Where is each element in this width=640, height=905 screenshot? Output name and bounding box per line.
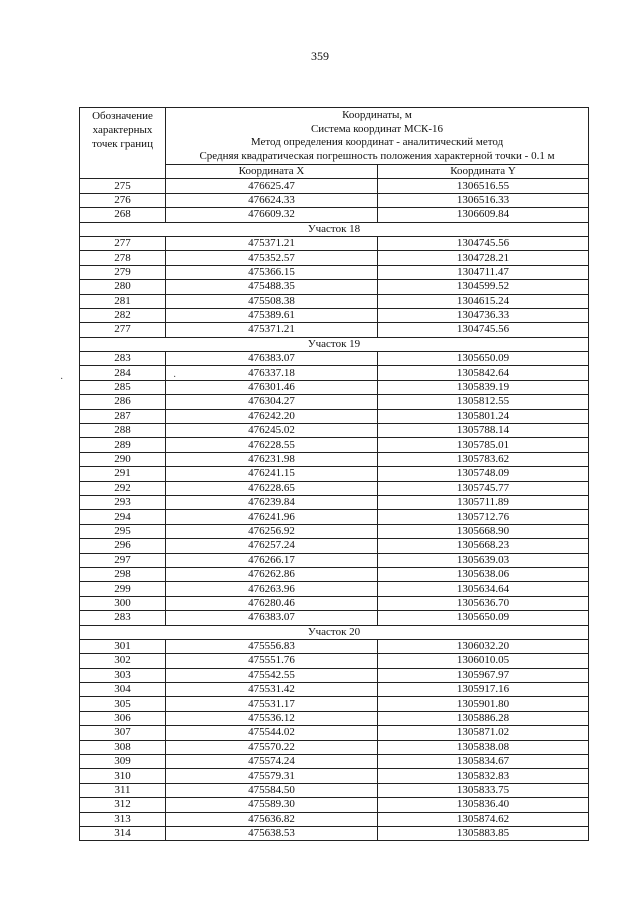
coord-y-cell: 1305745.77 xyxy=(378,481,589,495)
coord-x-cell: 475366.15 xyxy=(166,265,378,279)
coord-x-cell: 475352.57 xyxy=(166,251,378,265)
stray-mark: · xyxy=(60,374,64,385)
table-row xyxy=(80,812,589,826)
coord-x-cell: 476262.86 xyxy=(166,567,378,581)
table-row xyxy=(80,452,589,466)
point-id-cell: 281 xyxy=(80,294,166,308)
point-id-cell: 291 xyxy=(80,467,166,481)
table-row xyxy=(80,481,589,495)
table-row xyxy=(80,668,589,682)
coord-x-cell: 475508.38 xyxy=(166,294,378,308)
coord-x-cell: 475551.76 xyxy=(166,654,378,668)
point-id-cell: 295 xyxy=(80,524,166,538)
header-right-line: Средняя квадратическая погрешность положения характерной точки - 0.1 м xyxy=(199,149,555,162)
point-id-cell: 284 xyxy=(80,366,166,380)
point-id-cell: 283 xyxy=(80,611,166,625)
point-id-cell: 306 xyxy=(80,711,166,725)
point-id-cell: 289 xyxy=(80,438,166,452)
point-id-cell: 279 xyxy=(80,265,166,279)
coord-y-cell: 1305901.80 xyxy=(378,697,589,711)
coord-y-cell: 1305833.75 xyxy=(378,783,589,797)
header-right-line: Метод определения координат - аналитический метод xyxy=(250,136,504,148)
table-row xyxy=(80,826,589,840)
coord-x-cell: 476256.92 xyxy=(166,524,378,538)
coord-y-cell: 1305712.76 xyxy=(378,510,589,524)
point-id-cell: 268 xyxy=(80,208,166,222)
coord-x-cell: 475488.35 xyxy=(166,280,378,294)
header-left-line: характерных xyxy=(92,124,153,136)
coord-y-cell: 1305668.90 xyxy=(378,524,589,538)
coord-y-cell: 1304615.24 xyxy=(378,294,589,308)
header-right-line: Система координат МСК-16 xyxy=(310,122,444,135)
point-id-cell: 294 xyxy=(80,510,166,524)
table-row xyxy=(80,726,589,740)
coord-y-cell: 1304599.52 xyxy=(378,280,589,294)
coord-x-cell: 475536.12 xyxy=(166,711,378,725)
table-row xyxy=(80,424,589,438)
coord-x-cell: 476383.07 xyxy=(166,611,378,625)
coord-x-cell: 476241.15 xyxy=(166,467,378,481)
point-id-cell: 301 xyxy=(80,639,166,653)
coord-x-cell: 475589.30 xyxy=(166,798,378,812)
coord-y-cell: 1304728.21 xyxy=(378,251,589,265)
coord-y-cell: 1305871.02 xyxy=(378,726,589,740)
table-row xyxy=(80,467,589,481)
table-row xyxy=(80,366,589,380)
coord-x-cell: 475531.42 xyxy=(166,683,378,697)
table-row xyxy=(80,769,589,783)
point-id-cell: 311 xyxy=(80,783,166,797)
coord-x-cell: 475542.55 xyxy=(166,668,378,682)
table-row xyxy=(80,582,589,596)
coordinates-table xyxy=(79,107,589,841)
table-row xyxy=(80,711,589,725)
coord-y-cell: 1306516.33 xyxy=(378,193,589,207)
table-row xyxy=(80,740,589,754)
coord-y-cell: 1305638.06 xyxy=(378,567,589,581)
point-id-cell: 297 xyxy=(80,553,166,567)
header-right-line: Координаты, м xyxy=(342,109,412,121)
coord-x-cell: 475544.02 xyxy=(166,726,378,740)
coord-y-cell: 1305832.83 xyxy=(378,769,589,783)
coord-x-cell: 475389.61 xyxy=(166,308,378,322)
point-id-cell: 310 xyxy=(80,769,166,783)
section-title: Участок 18 xyxy=(80,222,589,236)
table-row xyxy=(80,596,589,610)
coord-y-cell: 1305886.28 xyxy=(378,711,589,725)
coord-x-cell: 475556.83 xyxy=(166,639,378,653)
coord-y-cell: 1305650.09 xyxy=(378,611,589,625)
table-row xyxy=(80,352,589,366)
point-id-cell: 300 xyxy=(80,596,166,610)
table-row xyxy=(80,294,589,308)
point-id-cell: 280 xyxy=(80,280,166,294)
table-row xyxy=(80,567,589,581)
table-row xyxy=(80,524,589,538)
coord-y-cell: 1304711.47 xyxy=(378,265,589,279)
point-id-cell: 293 xyxy=(80,495,166,509)
stray-mark: · xyxy=(173,372,177,383)
coord-x-cell: 475638.53 xyxy=(166,826,378,840)
coord-y-cell: 1306609.84 xyxy=(378,208,589,222)
coord-x-cell: 476231.98 xyxy=(166,452,378,466)
coord-x-cell: 476242.20 xyxy=(166,409,378,423)
table-row xyxy=(80,409,589,423)
table-row xyxy=(80,236,589,250)
coord-y-cell: 1305839.19 xyxy=(378,380,589,394)
table-row xyxy=(80,798,589,812)
table-row xyxy=(80,639,589,653)
table-row xyxy=(80,783,589,797)
point-id-cell: 302 xyxy=(80,654,166,668)
table-row xyxy=(80,539,589,553)
table-row xyxy=(80,654,589,668)
table-row xyxy=(80,380,589,394)
point-id-cell: 296 xyxy=(80,539,166,553)
coord-y-cell: 1305812.55 xyxy=(378,395,589,409)
table-row xyxy=(80,495,589,509)
coord-y-cell: 1304745.56 xyxy=(378,323,589,337)
table-row xyxy=(80,510,589,524)
coord-x-cell: 476266.17 xyxy=(166,553,378,567)
coord-y-cell: 1305711.89 xyxy=(378,495,589,509)
header-left-line: Обозначение xyxy=(92,110,153,122)
coord-x-cell: 476241.96 xyxy=(166,510,378,524)
table-row xyxy=(80,323,589,337)
coord-y-cell: 1305650.09 xyxy=(378,352,589,366)
point-id-cell: 288 xyxy=(80,424,166,438)
point-id-cell: 305 xyxy=(80,697,166,711)
coord-x-cell: 476228.55 xyxy=(166,438,378,452)
point-id-cell: 312 xyxy=(80,798,166,812)
coord-y-cell: 1305748.09 xyxy=(378,467,589,481)
coord-y-cell: 1305788.14 xyxy=(378,424,589,438)
point-id-cell: 277 xyxy=(80,323,166,337)
table-row xyxy=(80,553,589,567)
coord-y-cell: 1305838.08 xyxy=(378,740,589,754)
point-id-cell: 276 xyxy=(80,193,166,207)
table-row xyxy=(80,280,589,294)
coord-y-cell: 1305874.62 xyxy=(378,812,589,826)
coord-y-cell: 1305917.16 xyxy=(378,683,589,697)
table-row xyxy=(80,611,589,625)
column-x-header: Координата X xyxy=(166,165,378,179)
table-row xyxy=(80,395,589,409)
section-row xyxy=(80,625,589,639)
coord-y-cell: 1304736.33 xyxy=(378,308,589,322)
coord-y-cell: 1306516.55 xyxy=(378,179,589,193)
point-id-cell: 314 xyxy=(80,826,166,840)
coord-x-cell: 475584.50 xyxy=(166,783,378,797)
coord-x-cell: 475574.24 xyxy=(166,755,378,769)
point-id-cell: 275 xyxy=(80,179,166,193)
table-row xyxy=(80,755,589,769)
coord-y-cell: 1306032.20 xyxy=(378,639,589,653)
point-id-cell: 290 xyxy=(80,452,166,466)
table-row xyxy=(80,251,589,265)
coord-x-cell: 476337.18 xyxy=(166,366,378,380)
point-id-cell: 299 xyxy=(80,582,166,596)
point-id-cell: 304 xyxy=(80,683,166,697)
coord-x-cell: 476609.32 xyxy=(166,208,378,222)
coord-y-cell: 1305883.85 xyxy=(378,826,589,840)
point-id-cell: 285 xyxy=(80,380,166,394)
point-id-cell: 298 xyxy=(80,567,166,581)
coord-y-cell: 1305967.97 xyxy=(378,668,589,682)
coord-x-cell: 476239.84 xyxy=(166,495,378,509)
coord-y-cell: 1305668.23 xyxy=(378,539,589,553)
coord-y-cell: 1305842.64 xyxy=(378,366,589,380)
coord-y-cell: 1305636.70 xyxy=(378,596,589,610)
coord-x-cell: 475636.82 xyxy=(166,812,378,826)
coord-x-cell: 475579.31 xyxy=(166,769,378,783)
point-id-cell: 308 xyxy=(80,740,166,754)
coord-x-cell: 475371.21 xyxy=(166,323,378,337)
point-id-cell: 278 xyxy=(80,251,166,265)
point-id-cell: 307 xyxy=(80,726,166,740)
table-row xyxy=(80,697,589,711)
point-id-cell: 292 xyxy=(80,481,166,495)
coord-x-cell: 476263.96 xyxy=(166,582,378,596)
table-row xyxy=(80,308,589,322)
table-row xyxy=(80,683,589,697)
section-row xyxy=(80,337,589,351)
point-id-cell: 313 xyxy=(80,812,166,826)
section-title: Участок 20 xyxy=(80,625,589,639)
coord-x-cell: 476280.46 xyxy=(166,596,378,610)
coord-y-cell: 1305639.03 xyxy=(378,553,589,567)
coord-x-cell: 476301.46 xyxy=(166,380,378,394)
page-number: 359 xyxy=(311,49,329,63)
table-row xyxy=(80,193,589,207)
section-title: Участок 19 xyxy=(80,337,589,351)
coord-y-cell: 1304745.56 xyxy=(378,236,589,250)
point-id-cell: 286 xyxy=(80,395,166,409)
point-id-cell: 282 xyxy=(80,308,166,322)
header-left-line: точек границ xyxy=(92,138,153,150)
coord-x-cell: 475570.22 xyxy=(166,740,378,754)
table-row xyxy=(80,438,589,452)
coord-x-cell: 476625.47 xyxy=(166,179,378,193)
coord-y-cell: 1305634.64 xyxy=(378,582,589,596)
coord-y-cell: 1305785.01 xyxy=(378,438,589,452)
section-row xyxy=(80,222,589,236)
coord-x-cell: 476624.33 xyxy=(166,193,378,207)
coord-x-cell: 476245.02 xyxy=(166,424,378,438)
table-row xyxy=(80,265,589,279)
coord-x-cell: 476383.07 xyxy=(166,352,378,366)
table-row xyxy=(80,208,589,222)
column-y-header: Координата Y xyxy=(378,165,589,179)
header-coordinates-info xyxy=(166,108,589,165)
point-id-cell: 277 xyxy=(80,236,166,250)
coord-x-cell: 475371.21 xyxy=(166,236,378,250)
coord-x-cell: 476257.24 xyxy=(166,539,378,553)
table-row xyxy=(80,179,589,193)
coord-x-cell: 476228.65 xyxy=(166,481,378,495)
table-header-row xyxy=(80,108,589,165)
header-point-label xyxy=(80,108,166,179)
coord-x-cell: 476304.27 xyxy=(166,395,378,409)
point-id-cell: 309 xyxy=(80,755,166,769)
coord-x-cell: 475531.17 xyxy=(166,697,378,711)
point-id-cell: 303 xyxy=(80,668,166,682)
coord-y-cell: 1306010.05 xyxy=(378,654,589,668)
point-id-cell: 283 xyxy=(80,352,166,366)
coord-y-cell: 1305836.40 xyxy=(378,798,589,812)
coord-y-cell: 1305834.67 xyxy=(378,755,589,769)
point-id-cell: 287 xyxy=(80,409,166,423)
coord-y-cell: 1305783.62 xyxy=(378,452,589,466)
coord-y-cell: 1305801.24 xyxy=(378,409,589,423)
